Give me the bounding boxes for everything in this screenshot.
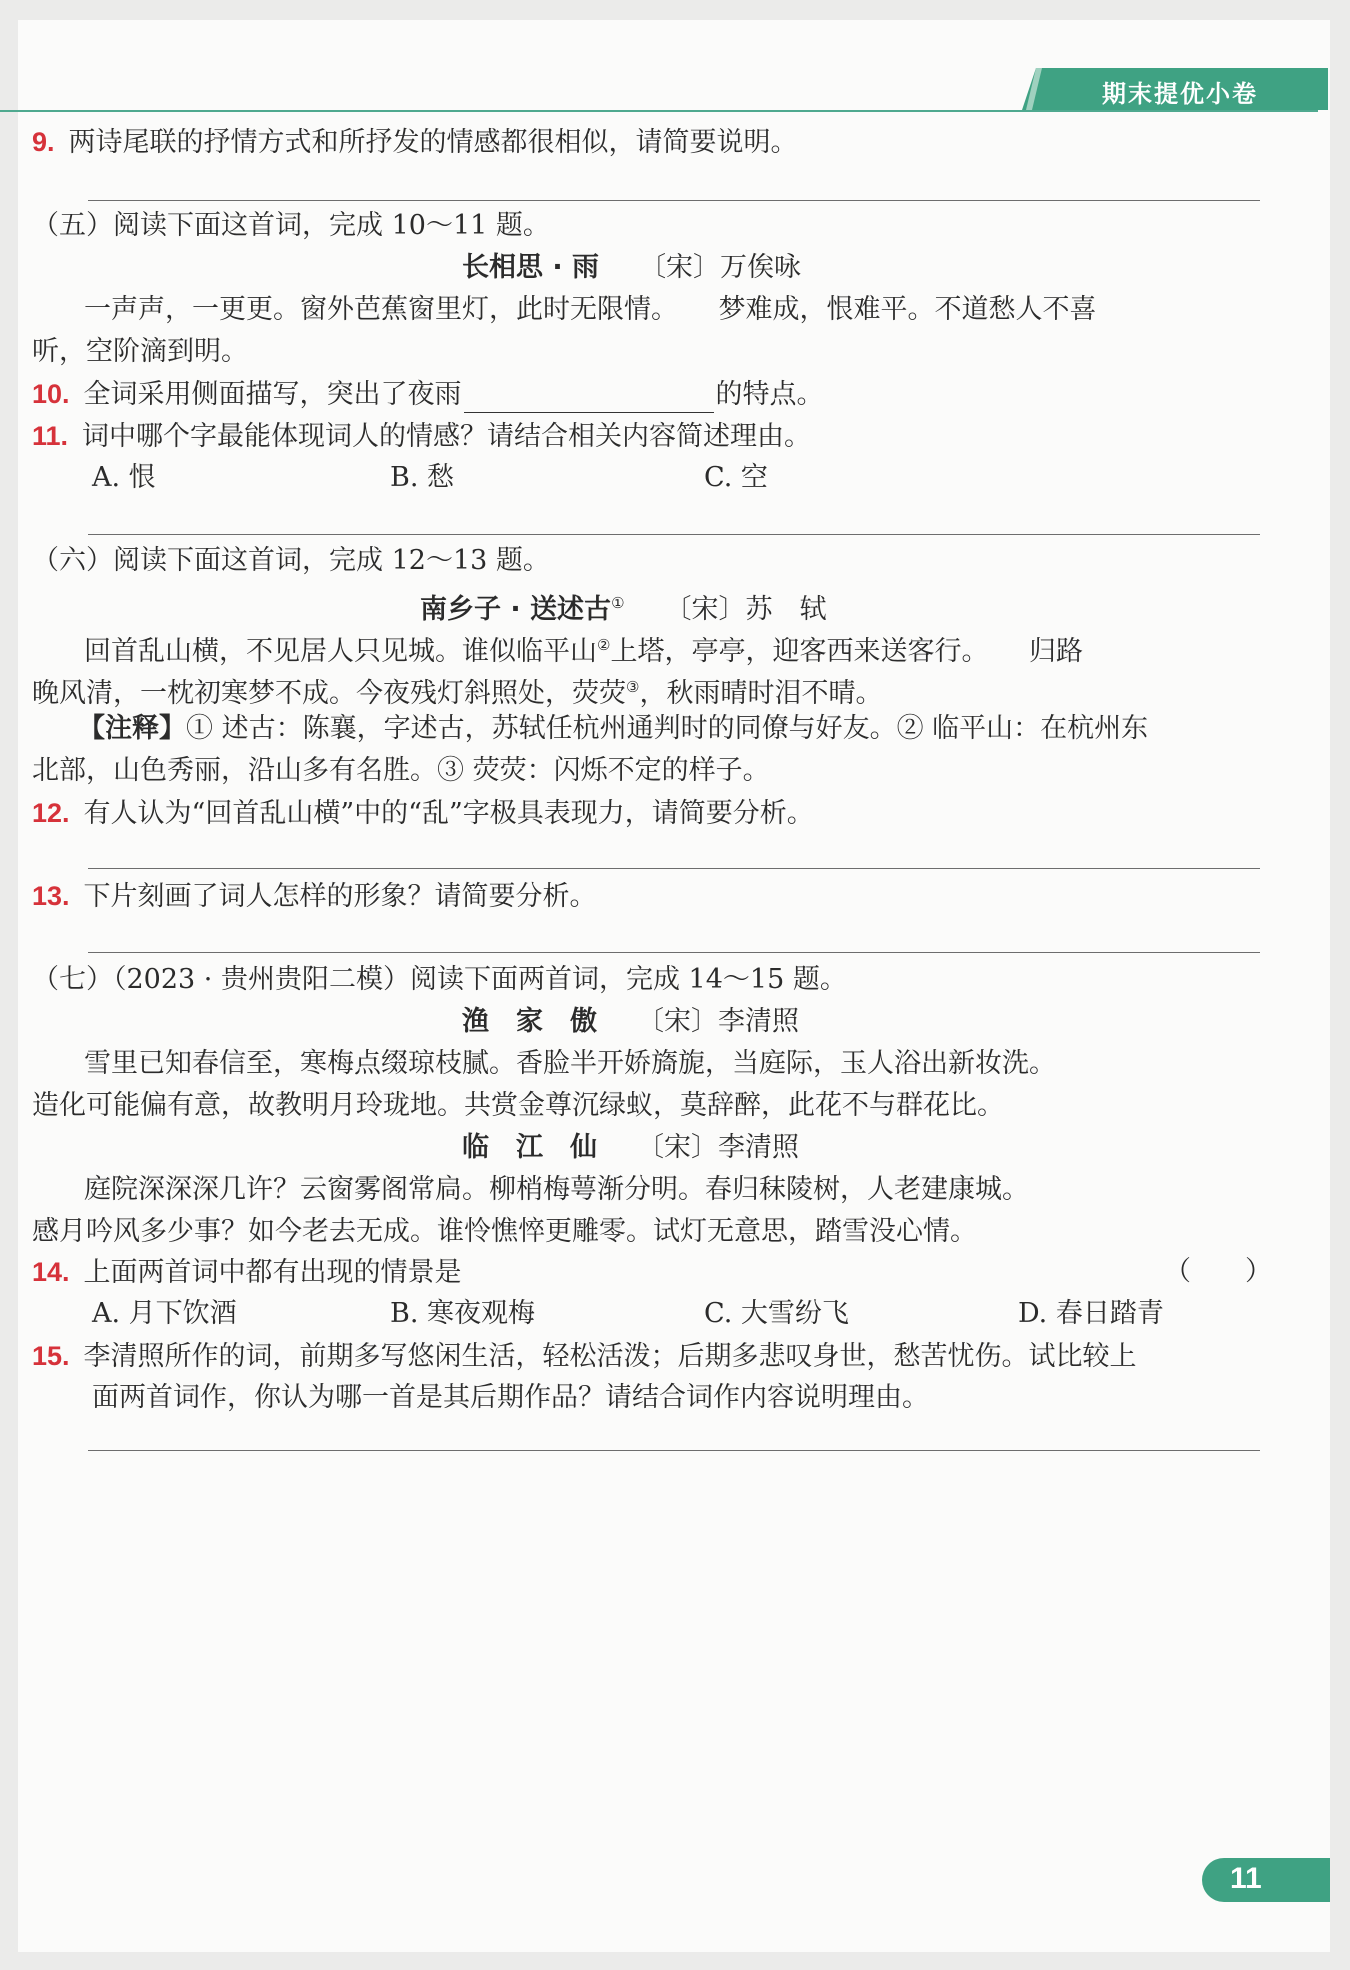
poem-name: 南乡子 · 送述古 — [420, 594, 612, 625]
poem-name: 渔 家 傲 — [462, 1006, 597, 1037]
option-c[interactable]: C. 空 — [704, 462, 768, 493]
question-11 — [32, 418, 811, 455]
question-number: 15. — [32, 1341, 70, 1371]
poem-author: 〔宋〕李清照 — [637, 1006, 799, 1037]
option-b[interactable]: B. 愁 — [390, 462, 455, 493]
question-15-cont: 面两首词作，你认为哪一首是其后期作品？请结合词作内容说明理由。 — [92, 1382, 929, 1413]
question-number: 13. — [32, 881, 70, 911]
poem-line: 一声声，一更更。窗外芭蕉窗里灯，此时无限情。 梦难成，恨难平。不道愁人不喜 — [84, 294, 1097, 325]
question-text: 词中哪个字最能体现词人的情感？请结合相关内容简述理由。 — [82, 421, 812, 452]
fill-blank[interactable] — [464, 382, 714, 413]
answer-line[interactable] — [88, 534, 1260, 535]
poem-title — [462, 1130, 799, 1166]
page-number-shape — [1202, 1858, 1330, 1902]
question-number: 11. — [32, 421, 69, 451]
poem-text: 回首乱山横，不见居人只见城。谁似临平山 — [84, 636, 597, 667]
footnote-marker: ② — [597, 636, 611, 654]
poem-name: 长相思 · 雨 — [462, 252, 600, 283]
option-a[interactable]: A. 月下饮酒 — [92, 1298, 237, 1329]
annotation — [78, 711, 1148, 747]
question-12 — [32, 795, 814, 832]
option-c[interactable]: C. 大雪纷飞 — [704, 1298, 849, 1329]
poem-text: 上塔，亭亭，迎客西来送客行。 归路 — [610, 636, 1083, 667]
answer-line[interactable] — [88, 952, 1260, 953]
poem-name: 临 江 仙 — [462, 1132, 597, 1163]
annotation-label: 【注释】 — [78, 713, 186, 744]
question-text: 下片刻画了词人怎样的形象？请简要分析。 — [83, 881, 597, 912]
poem-author: 〔宋〕苏 轼 — [664, 594, 827, 625]
annotation-cont: 北部，山色秀丽，沿山多有名胜。③ 荧荧：闪烁不定的样子。 — [32, 755, 770, 786]
poem-line: 感月吟风多少事？如今老去无成。谁怜憔悴更雕零。试灯无意思，踏雪没心情。 — [32, 1216, 977, 1247]
question-14 — [32, 1254, 462, 1291]
footnote-marker: ① — [611, 594, 625, 612]
option-a[interactable]: A. 恨 — [92, 462, 156, 493]
question-number: 10. — [32, 379, 70, 409]
header-tab — [1022, 68, 1328, 110]
question-9 — [32, 124, 798, 161]
answer-parentheses[interactable]: （ ） — [1164, 1256, 1272, 1287]
question-text: 全词采用侧面描写，突出了夜雨 — [83, 379, 462, 410]
section-6-intro: （六）阅读下面这首词，完成 12～13 题。 — [32, 545, 550, 576]
question-10 — [32, 376, 824, 413]
question-text: 李清照所作的词，前期多写悠闲生活，轻松活泼；后期多悲叹身世，愁苦忧伤。试比较上 — [83, 1341, 1137, 1372]
option-b[interactable]: B. 寒夜观梅 — [390, 1298, 536, 1329]
poem-line: 庭院深深深几许？云窗雾阁常扃。柳梢梅萼渐分明。春归秣陵树，人老建康城。 — [84, 1174, 1029, 1205]
poem-line — [84, 627, 1083, 670]
footnote-marker: ③ — [626, 678, 640, 696]
poem-line: 雪里已知春信至，寒梅点缀琼枝腻。香脸半开娇旖旎，当庭际，玉人浴出新妆洗。 — [84, 1048, 1056, 1079]
annotation-text: ① 述古：陈襄，字述古，苏轼任杭州通判时的同僚与好友。② 临平山：在杭州东 — [186, 713, 1149, 744]
page-number-tab — [1202, 1858, 1330, 1902]
question-13 — [32, 878, 597, 915]
answer-line[interactable] — [88, 200, 1260, 201]
poem-author: 〔宋〕万俟咏 — [639, 252, 802, 283]
section-7-intro: （七）（2023 · 贵州贵阳二模）阅读下面两首词，完成 14～15 题。 — [32, 964, 847, 995]
question-15 — [32, 1338, 1137, 1375]
question-number: 14. — [32, 1257, 70, 1287]
poem-line: 听，空阶滴到明。 — [32, 336, 248, 367]
poem-title — [420, 585, 827, 628]
question-text: 有人认为“回首乱山横”中的“乱”字极具表现力，请简要分析。 — [83, 798, 814, 829]
section-5-intro: （五）阅读下面这首词，完成 10～11 题。 — [32, 210, 550, 241]
answer-line[interactable] — [88, 868, 1260, 869]
question-text: 上面两首词中都有出现的情景是 — [83, 1257, 462, 1288]
poem-text: 晚风清，一枕初寒梦不成。今夜残灯斜照处，荧荧 — [32, 678, 626, 709]
poem-title — [462, 250, 801, 286]
question-text: 两诗尾联的抒情方式和所抒发的情感都很相似，请简要说明。 — [68, 127, 798, 158]
poem-author: 〔宋〕李清照 — [637, 1132, 799, 1163]
option-d[interactable]: D. 春日踏青 — [1018, 1298, 1164, 1329]
page-number: 11 — [1230, 1862, 1262, 1895]
question-text-end: 的特点。 — [715, 379, 824, 410]
poem-line: 造化可能偏有意，故教明月玲珑地。共赏金尊沉绿蚁，莫辞醉，此花不与群花比。 — [32, 1090, 1004, 1121]
header-rule — [0, 110, 1318, 112]
question-number: 9. — [32, 127, 55, 157]
poem-title — [462, 1004, 799, 1040]
question-number: 12. — [32, 798, 70, 828]
answer-line[interactable] — [88, 1450, 1260, 1451]
poem-line — [32, 669, 882, 712]
poem-text: ，秋雨晴时泪不晴。 — [639, 678, 883, 709]
header-label: 期末提优小卷 — [1102, 80, 1258, 108]
